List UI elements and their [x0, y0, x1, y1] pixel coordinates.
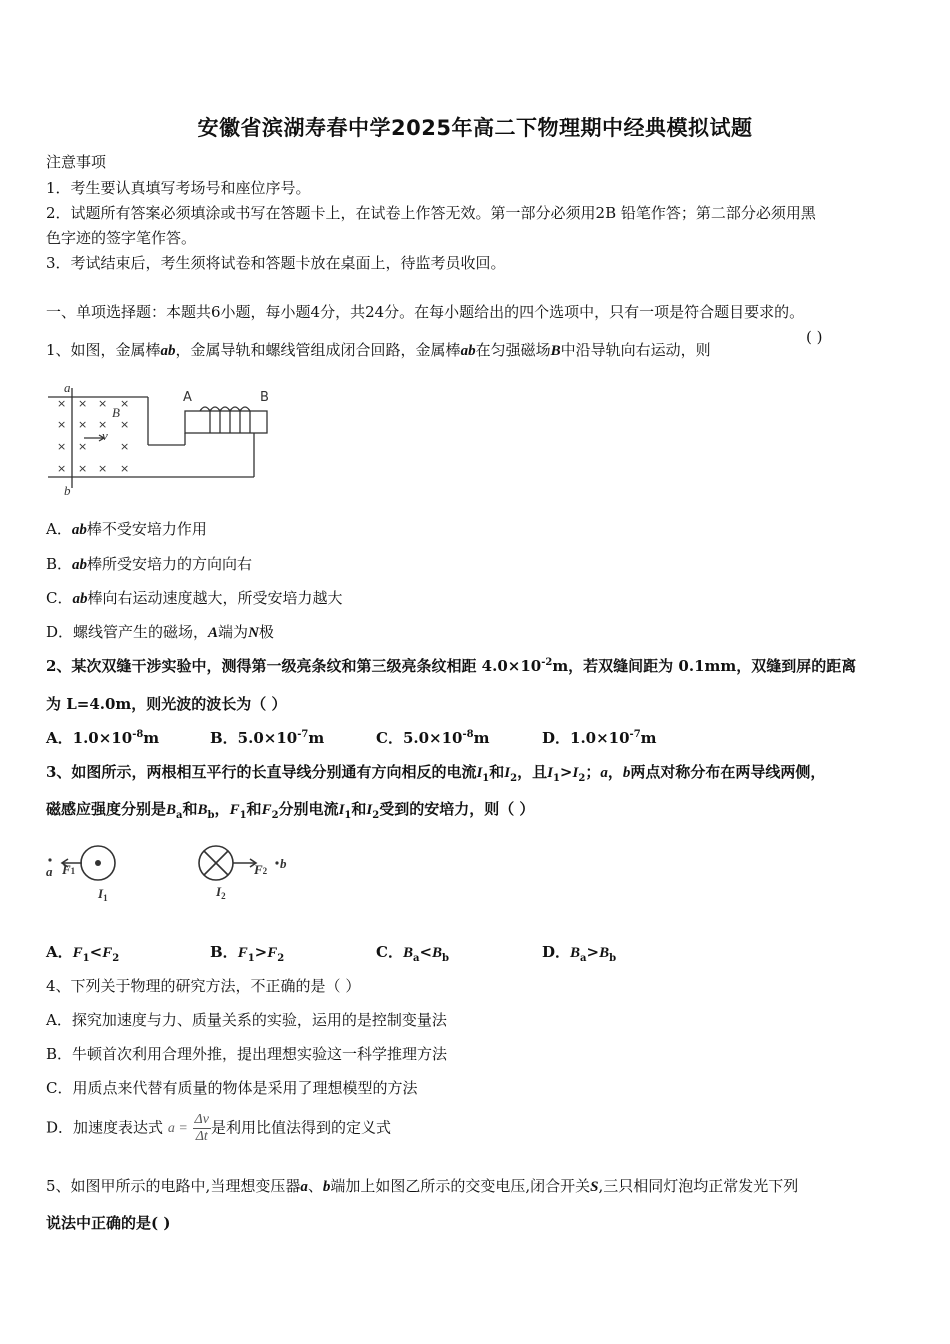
- q1-fig-label-b: b: [64, 483, 71, 498]
- q3-fig-label-a: a: [46, 864, 53, 879]
- q1-fig-cross: ×: [78, 418, 88, 431]
- q3-option-d: D．$B_a>B_b$: [542, 943, 617, 964]
- page-title: 安徽省滨湖寿春中学2025年高二下物理期中经典模拟试题: [197, 116, 753, 140]
- section-heading: 一、单项选择题：本题共6小题，每小题4分，共24分。在每小题给出的四个选项中，只有一项是符合题目要求的。: [46, 303, 805, 321]
- q2-stem-line1: 2、某次双缝干涉实验中，测得第一级亮条纹和第三级亮条纹相距 $4.0\times 10^{-2}m$，若双缝间距为 0.1mm，双缝到屏的距离: [46, 657, 857, 675]
- q1-fig-cross: ×: [57, 418, 67, 431]
- q4-option-b: B．牛顿首次利用合理外推，提出理想实验这一科学推理方法: [46, 1045, 448, 1063]
- q2-stem-line2: 为 L=4.0m，则光波的波长为（ ）: [46, 695, 287, 713]
- notice-item-3: 3．考试结束后，考生须将试卷和答题卡放在桌面上，待监考员收回。: [46, 254, 506, 272]
- q3-fig-label-f1: F1: [62, 862, 76, 877]
- q4-formula-fraction: $\frac{\Delta v}{\Delta t}$: [194, 1112, 209, 1144]
- q1-fig-cross: ×: [57, 397, 67, 410]
- q1-fig-label-v: v: [102, 428, 108, 443]
- q2-option-c: C．$5.0\times 10^{-8}m$: [376, 729, 490, 747]
- q1-fig-cross: ×: [98, 397, 108, 410]
- q1-answer-blank: ( ): [806, 328, 823, 346]
- q5-stem-line2: 说法中正确的是( ): [46, 1214, 171, 1232]
- q1-option-d: D．螺线管产生的磁场，A端为N极: [46, 623, 274, 641]
- q4-stem: 4、下列关于物理的研究方法，不正确的是（ ）: [46, 977, 361, 995]
- q1-fig-label-field: B: [112, 405, 120, 420]
- q1-fig-cross: ×: [120, 440, 130, 453]
- q1-fig-cross: ×: [78, 462, 88, 475]
- q3-option-a: A．$F_1<F_2$: [46, 943, 120, 964]
- q2-option-b: B．$5.0\times 10^{-7}m$: [210, 729, 325, 747]
- q1-fig-cross: ×: [78, 440, 88, 453]
- q3-fig-label-i2: $I_2$: [216, 884, 226, 901]
- q5-stem-line1: 5、如图甲所示的电路中,当理想变压器a、b端加上如图乙所示的交变电压,闭合开关S,三只相同灯泡均正常发光下列: [46, 1177, 799, 1195]
- q4-formula-lhs: a =: [167, 1120, 188, 1136]
- q3-point-a: [48, 858, 51, 861]
- q1-option-a: A．ab棒不受安培力作用: [46, 520, 207, 538]
- notice-item-2-cont: 色字迹的签字笔作答。: [46, 229, 197, 247]
- q1-stem: 1、如图，金属棒ab，金属导轨和螺线管组成闭合回路，金属棒ab在匀强磁场B中沿导轨向右运动，则: [46, 341, 711, 359]
- q3-stem-line1: 3、如图所示，两根相互平行的长直导线分别通有方向相反的电流$I_1$和$I_2$，且$I_1>I_2$；a，b两点对称分布在两导线两侧，: [46, 763, 826, 784]
- notice-item-1: 1．考生要认真填写考场号和座位序号。: [46, 179, 311, 197]
- q3-fig-label-b: b: [280, 856, 287, 871]
- q2-option-a: A．$1.0\times 10^{-8}m$: [46, 729, 160, 747]
- q3-option-c: C．$B_a<B_b$: [376, 943, 450, 964]
- q3-wire-1-dot: [95, 860, 101, 866]
- q1-fig-cross: ×: [57, 462, 67, 475]
- q4-option-d: D．加速度表达式 a = $\frac{\Delta v}{\Delta t}$ 是利用比值法得到的定义式: [46, 1112, 391, 1144]
- q1-fig-cross: ×: [78, 397, 88, 410]
- q1-fig-label-a: a: [64, 380, 71, 395]
- notice-heading: 注意事项: [46, 153, 107, 171]
- q4-option-a: A．探究加速度与力、质量关系的实验，运用的是控制变量法: [46, 1011, 447, 1029]
- q3-stem-line2: 磁感应强度分别是$B_a$和$B_b$，$F_1$和$F_2$分别电流$I_1$和$I_2$受到的安培力，则（ ）: [46, 800, 535, 821]
- q1-option-c: C．ab棒向右运动速度越大，所受安培力越大: [46, 589, 343, 607]
- q3-point-b: [275, 861, 278, 864]
- q1-fig-label-B: B: [260, 390, 269, 405]
- q3-fig-label-i1: $I_1$: [98, 886, 108, 903]
- q3-fig-label-f2: F2: [254, 862, 268, 877]
- q4-option-c: C．用质点来代替有质量的物体是采用了理想模型的方法: [46, 1079, 418, 1097]
- q3-figure: [40, 838, 300, 908]
- q1-fig-cross: ×: [120, 397, 130, 410]
- q1-figure: [40, 380, 280, 500]
- q1-fig-cross: ×: [98, 418, 108, 431]
- q2-option-d: D．$1.0\times 10^{-7}m$: [542, 729, 657, 747]
- notice-item-2: 2．试题所有答案必须填涂或书写在答题卡上，在试卷上作答无效。第一部分必须用2B 铅笔作答；第二部分必须用黑: [46, 204, 816, 222]
- q1-option-b: B．ab棒所受安培力的方向向右: [46, 555, 253, 573]
- q1-fig-cross: ×: [98, 462, 108, 475]
- q1-fig-label-A: A: [183, 390, 192, 405]
- q3-option-b: B．$F_1>F_2$: [210, 943, 285, 964]
- q1-fig-cross: ×: [57, 440, 67, 453]
- q1-fig-cross: ×: [120, 418, 130, 431]
- q1-fig-cross: ×: [120, 462, 130, 475]
